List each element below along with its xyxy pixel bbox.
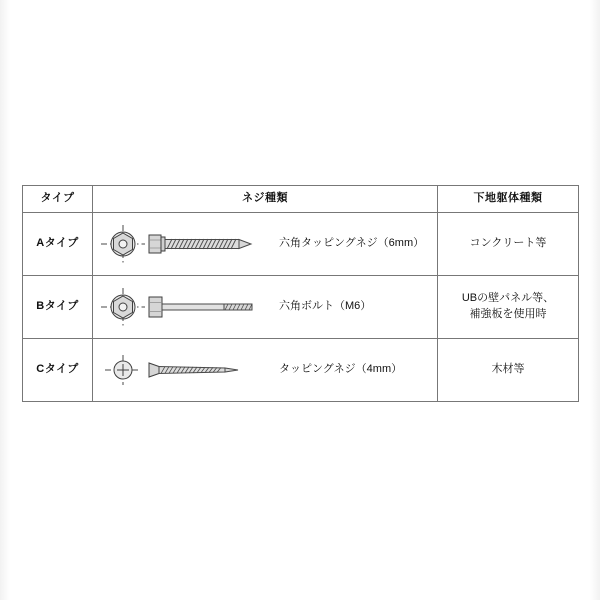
screw-name-a: 六角タッピングネジ（6mm）	[279, 237, 425, 250]
cell-base-c	[438, 339, 579, 402]
spec-table-container	[22, 185, 578, 402]
cell-base-b	[438, 276, 579, 339]
header-screw-kind: ネジ種類	[93, 186, 438, 213]
cell-base-a	[438, 213, 579, 276]
base-a-line1: コンクリート等	[469, 237, 547, 250]
table-header	[23, 186, 579, 213]
cell-type-b: Bタイプ	[23, 276, 93, 339]
table-row	[23, 276, 579, 339]
base-c-line1: 木材等	[491, 363, 525, 376]
cell-screw-b	[93, 276, 438, 339]
base-b-line2: 補強板を使用時	[469, 308, 547, 320]
cell-type-c: Cタイプ	[23, 339, 93, 402]
hex-bolt-icon	[93, 276, 273, 338]
table-header-row	[23, 186, 579, 213]
cell-screw-a	[93, 213, 438, 276]
header-type: タイプ	[23, 186, 93, 213]
table-row	[23, 213, 579, 276]
hex-head-tapping-screw-icon	[93, 213, 273, 275]
header-base-structure: 下地躯体種類	[438, 186, 579, 213]
base-b-line1: UBの壁パネル等、	[461, 292, 555, 305]
table-row	[23, 339, 579, 402]
cell-screw-c	[93, 339, 438, 402]
screw-name-b: 六角ボルト（M6）	[279, 300, 372, 313]
table-body	[23, 213, 579, 402]
flat-head-tapping-screw-icon	[93, 339, 273, 401]
page-edge-left	[0, 0, 10, 600]
page-edge-right	[590, 0, 600, 600]
screw-name-c: タッピングネジ（4mm）	[279, 363, 403, 376]
cell-type-a: Aタイプ	[23, 213, 93, 276]
screw-spec-table	[22, 185, 579, 402]
